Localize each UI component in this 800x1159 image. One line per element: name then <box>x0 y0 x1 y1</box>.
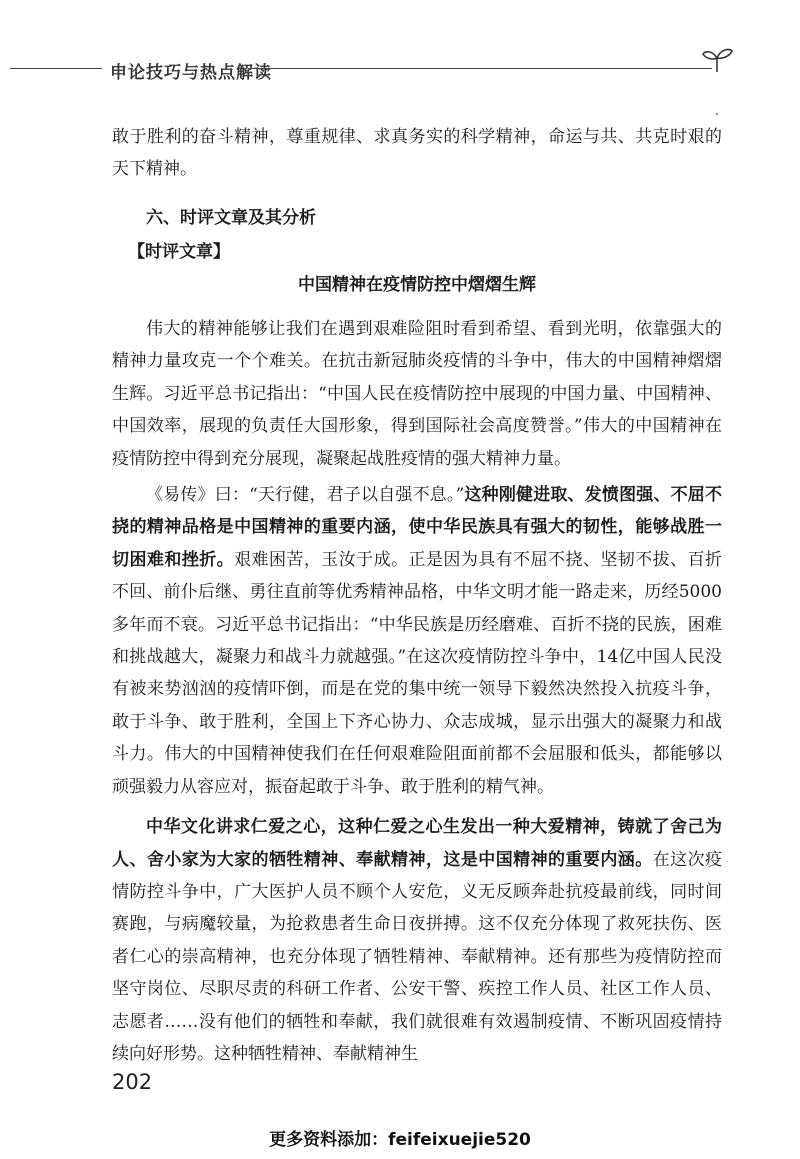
article-paragraph-1: 伟大的精神能够让我们在遇到艰难险阻时看到希望、看到光明，依靠强大的精神力量攻克一个个难关。在抗击新冠肺炎疫情的斗争中，伟大的中国精神熠熠生辉。习近平总书记指出：“中国人民在疫情防控中展现的中国力量、中国精神、中国效率，展现的负责任大国形象，得到国际社会高度赞誉。”伟大的中国精神在疫情防控中得到充分展现，凝聚起战胜疫情的强大精神力量。 <box>112 319 722 469</box>
paragraph-2-emphasis: 这种刚健进取、发愤图强、不屈不挠的精神品格是中国精神的重要内涵，使中华民族具有强大的韧性，能够战胜一切困难和挫折。 <box>112 485 722 570</box>
article-body <box>112 313 722 1070</box>
header-rule-left <box>10 68 102 69</box>
paragraph-2-rest: 艰难困苦，玉汝于成。正是因为具有不屈不挠、坚韧不拔、百折不回、前仆后继、勇往直前等优秀精神品格，中华文明才能一路走来，历经5000多年而不衰。习近平总书记指出：“中华民族是历经磨难、百折不挠的民族，困难和挑战越大，凝聚力和战斗力就越强。”在这次疫情防控斗争中，14亿中国人民没有被来势汹汹的疫情吓倒，而是在党的集中统一领导下毅然决然投入抗疫斗争，敢于斗争、敢于胜利，全国上下齐心协力、众志成城，显示出强大的凝聚力和战斗力。伟大的中国精神使我们在任何艰难险阻面前都不会屈服和低头，都能够以顽强毅力从容应对，振奋起敢于斗争、敢于胜利的精气神。 <box>112 549 723 797</box>
article-paragraph-3 <box>112 811 722 1070</box>
page-number: 202 <box>112 1070 153 1094</box>
section-heading: 六、时评文章及其分析 <box>146 208 316 228</box>
intro-paragraph-block <box>112 121 722 186</box>
header-rule-right <box>250 68 712 69</box>
running-header-title: 申论技巧与热点解读 <box>110 63 272 83</box>
article-title: 中国精神在疫情防控中熠熠生辉 <box>298 275 536 295</box>
sprout-icon <box>700 40 734 74</box>
footer-note: 更多资料添加：feifeixuejie520 <box>269 1130 531 1150</box>
paragraph-3-emphasis: 中华文化讲求仁爱之心，这种仁爱之心生发出一种大爱精神，铸就了舍己为人、舍小家为大家的牺牲精神、奉献精神，这是中国精神的重要内涵。 <box>112 817 722 870</box>
intro-paragraph: 敢于胜利的奋斗精神，尊重规律、求真务实的科学精神，命运与共、共克时艰的天下精神。 <box>112 127 722 180</box>
paragraph-2-lead: 《易传》曰：“天行健，君子以自强不息。” <box>146 485 465 506</box>
paragraph-3-rest: 在这次疫情防控斗争中，广大医护人员不顾个人安危，义无反顾奔赴抗疫最前线，同时间赛跑，与病魔较量，为抢救患者生命日夜拼搏。这不仅充分体现了救死扶伤、医者仁心的崇高精神，也充分体现了牺牲精神、奉献精神。还有那些为疫情防控而坚守岗位、尽职尽责的科研工作者、公安干警、疾控工作人员、社区工作人员、志愿者……没有他们的牺牲和奉献，我们就很难有效遏制疫情、不断巩固疫情持续向好形势。这种牺牲精神、奉献精神生 <box>112 849 723 1064</box>
article-paragraph-2 <box>112 479 722 803</box>
scan-speck <box>716 113 718 115</box>
subheading: 【时评文章】 <box>128 242 230 262</box>
